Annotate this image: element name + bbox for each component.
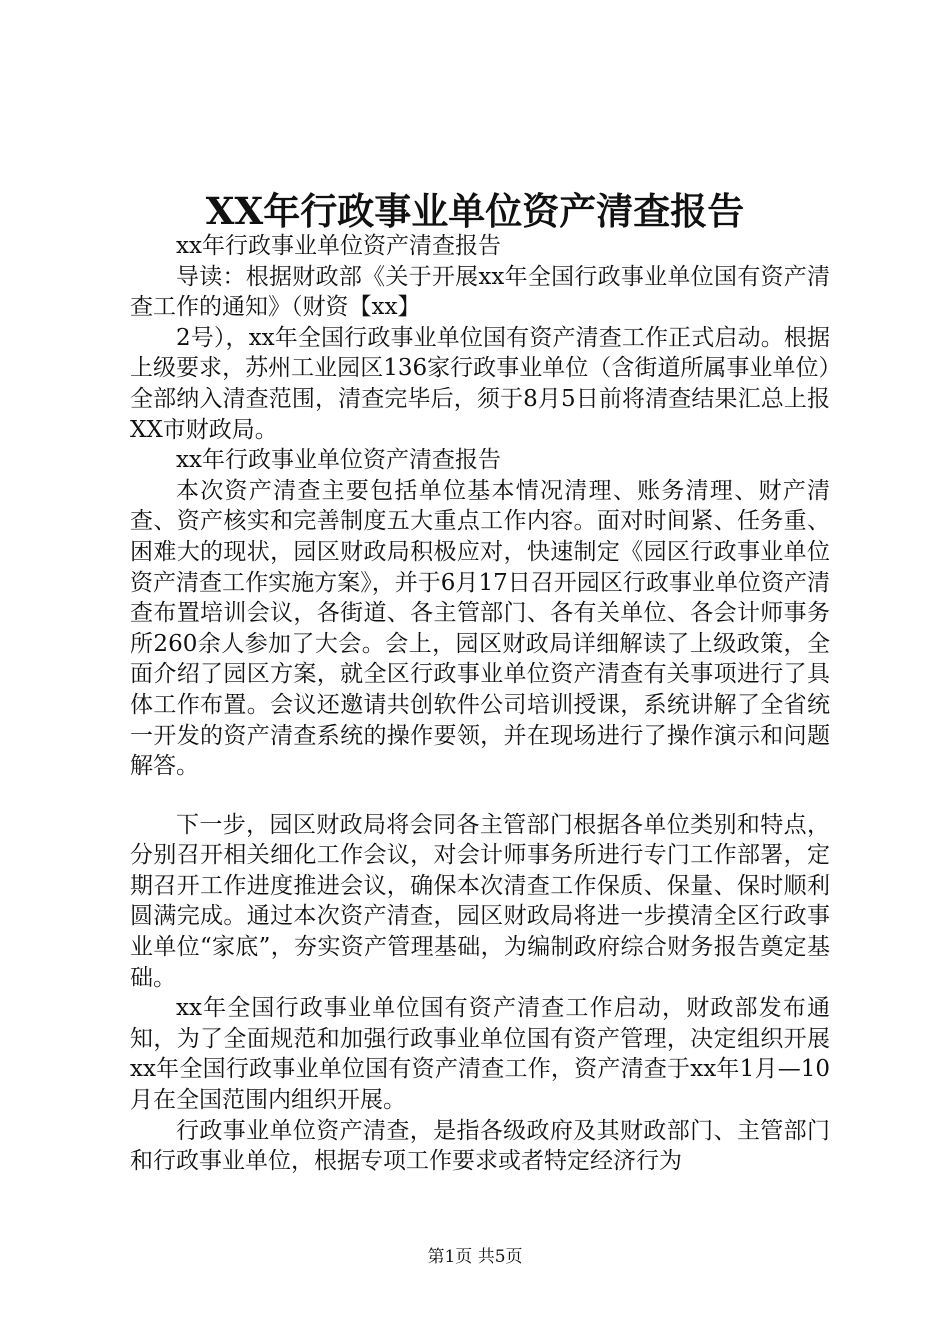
paragraph-intro: 导读：根据财政部《关于开展xx年全国行政事业单位国有资产清查工作的通知》（财资【xx】 — [130, 263, 830, 321]
page-number-footer: 第1页 共5页 — [427, 1247, 523, 1267]
paragraph-subtitle-repeat: xx年行政事业单位资产清查报告 — [176, 447, 501, 474]
paragraph-definition: 行政事业单位资产清查，是指各级政府及其财政部门、主管部门和行政事业单位，根据专项工作要求或者特定经济行为 — [130, 1117, 830, 1175]
paragraph-national-launch: xx年全国行政事业单位国有资产清查工作启动，财政部发布通知，为了全面规范和加强行政事业单位国有资产管理，决定组织开展xx年全国行政事业单位国有资产清查工作，资产清查于xx年1月—10月在全国范围内组织开展。 — [130, 995, 830, 1114]
paragraph-next-step: 下一步，园区财政局将会同各主管部门根据各单位类别和特点，分别召开相关细化工作会议，对会计师事务所进行专门工作部署，定期召开工作进度推进会议，确保本次清查工作保质、保量、保时顺利圆满完成。通过本次资产清查，园区财政局将进一步摸清全区行政事业单位“家底”，夯实资产管理基础，为编制政府综合财务报告奠定基础。 — [130, 811, 830, 991]
document-title: XX年行政事业单位资产清查报告 — [205, 189, 745, 233]
document-body — [130, 231, 830, 1177]
paragraph-launch: 2号），xx年全国行政事业单位国有资产清查工作正式启动。根据上级要求，苏州工业园区136家行政事业单位（含街道所属事业单位）全部纳入清查范围，清查完毕后，须于8月5日前将清查结果汇总上报XX市财政局。 — [130, 324, 830, 443]
paragraph-scope: 本次资产清查主要包括单位基本情况清理、账务清理、财产清查、资产核实和完善制度五大重点工作内容。面对时间紧、任务重、困难大的现状，园区财政局积极应对，快速制定《园区行政事业单位资产清查工作实施方案》，并于6月17日召开园区行政事业单位资产清查布置培训会议，各街道、各主管部门、各有关单位、各会计师事务所260余人参加了大会。会上，园区财政局详细解读了上级政策，全面介绍了园区方案，就全区行政事业单位资产清查有关事项进行了具体工作布置。会议还邀请共创软件公司培训授课，系统讲解了全省统一开发的资产清查系统的操作要领，并在现场进行了操作演示和问题解答。 — [130, 477, 830, 780]
paragraph-subtitle: xx年行政事业单位资产清查报告 — [176, 233, 501, 259]
